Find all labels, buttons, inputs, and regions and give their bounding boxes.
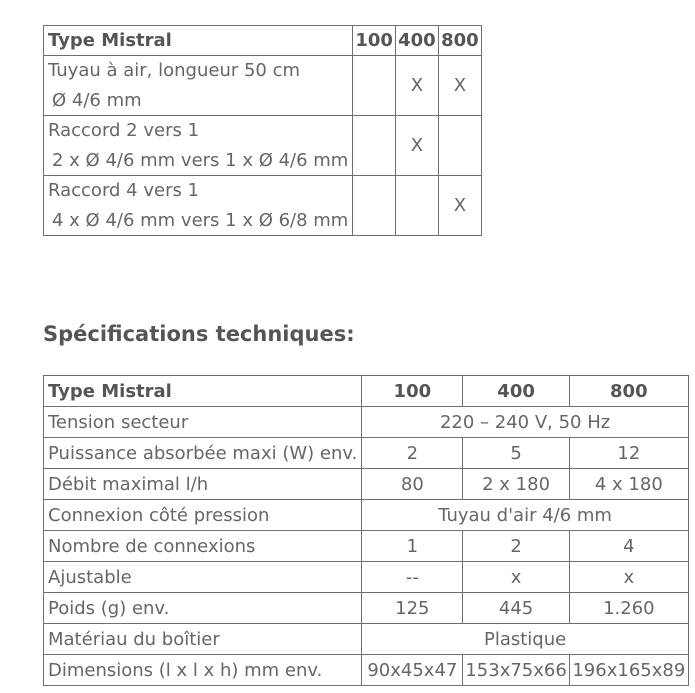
- row-label: Dimensions (l x l x h) mm env.: [44, 655, 362, 686]
- row-label: Poids (g) env.: [44, 593, 362, 624]
- cell-800: X: [438, 176, 481, 236]
- header-type: Type Mistral: [44, 376, 362, 407]
- table-row: [44, 176, 482, 236]
- row-label: [44, 56, 353, 116]
- table-row: [44, 56, 482, 116]
- table-row: [44, 655, 689, 686]
- row-label-line2: 4 x Ø 4/6 mm vers 1 x Ø 6/8 mm: [52, 210, 349, 231]
- table-row: [44, 624, 689, 655]
- table-row: [44, 469, 689, 500]
- cell-800: x: [569, 562, 688, 593]
- row-label: Nombre de connexions: [44, 531, 362, 562]
- header-400: 400: [463, 376, 569, 407]
- table-row: [44, 593, 689, 624]
- header-800: 800: [569, 376, 688, 407]
- row-label: Connexion côté pression: [44, 500, 362, 531]
- row-label-line2: 2 x Ø 4/6 mm vers 1 x Ø 4/6 mm: [52, 150, 349, 171]
- row-label: [44, 176, 353, 236]
- cell-400: X: [395, 56, 438, 116]
- cell-400: 445: [463, 593, 569, 624]
- cell-800: 4 x 180: [569, 469, 688, 500]
- header-800: 800: [438, 26, 481, 56]
- cell-100: 2: [362, 438, 463, 469]
- cell-800: 196x165x89: [569, 655, 688, 686]
- header-type: Type Mistral: [44, 26, 353, 56]
- row-label: Tension secteur: [44, 407, 362, 438]
- cell-400: X: [395, 116, 438, 176]
- table-row: [44, 500, 689, 531]
- cell-100: 80: [362, 469, 463, 500]
- cell-800: 4: [569, 531, 688, 562]
- cell-400: [395, 176, 438, 236]
- merged-value: 220 – 240 V, 50 Hz: [362, 407, 688, 438]
- table-row: [44, 531, 689, 562]
- row-label: Puissance absorbée maxi (W) env.: [44, 438, 362, 469]
- cell-100: [353, 56, 396, 116]
- header-100: 100: [362, 376, 463, 407]
- cell-400: x: [463, 562, 569, 593]
- cell-100: --: [362, 562, 463, 593]
- cell-100: [353, 116, 396, 176]
- merged-value: Tuyau d'air 4/6 mm: [362, 500, 688, 531]
- cell-100: 1: [362, 531, 463, 562]
- cell-100: [353, 176, 396, 236]
- cell-800: [438, 116, 481, 176]
- spec-heading: Spécifications techniques:: [43, 322, 355, 346]
- cell-400: 2 x 180: [463, 469, 569, 500]
- row-label: Matériau du boîtier: [44, 624, 362, 655]
- table-header-row: [44, 26, 482, 56]
- header-100: 100: [353, 26, 396, 56]
- table-header-row: [44, 376, 689, 407]
- accessories-table: [43, 25, 482, 236]
- row-label: [44, 116, 353, 176]
- row-label-line1: Tuyau à air, longueur 50 cm: [48, 60, 301, 81]
- row-label-line1: Raccord 4 vers 1: [48, 180, 200, 201]
- row-label-line2: Ø 4/6 mm: [52, 90, 142, 111]
- specifications-table: [43, 375, 689, 686]
- cell-100: 125: [362, 593, 463, 624]
- table-row: [44, 407, 689, 438]
- merged-value: Plastique: [362, 624, 688, 655]
- header-400: 400: [395, 26, 438, 56]
- cell-400: 153x75x66: [463, 655, 569, 686]
- cell-800: X: [438, 56, 481, 116]
- table-row: [44, 562, 689, 593]
- cell-100: 90x45x47: [362, 655, 463, 686]
- cell-400: 5: [463, 438, 569, 469]
- cell-800: 12: [569, 438, 688, 469]
- cell-400: 2: [463, 531, 569, 562]
- row-label: Débit maximal l/h: [44, 469, 362, 500]
- row-label-line1: Raccord 2 vers 1: [48, 120, 200, 141]
- table-row: [44, 116, 482, 176]
- table-row: [44, 438, 689, 469]
- cell-800: 1.260: [569, 593, 688, 624]
- row-label: Ajustable: [44, 562, 362, 593]
